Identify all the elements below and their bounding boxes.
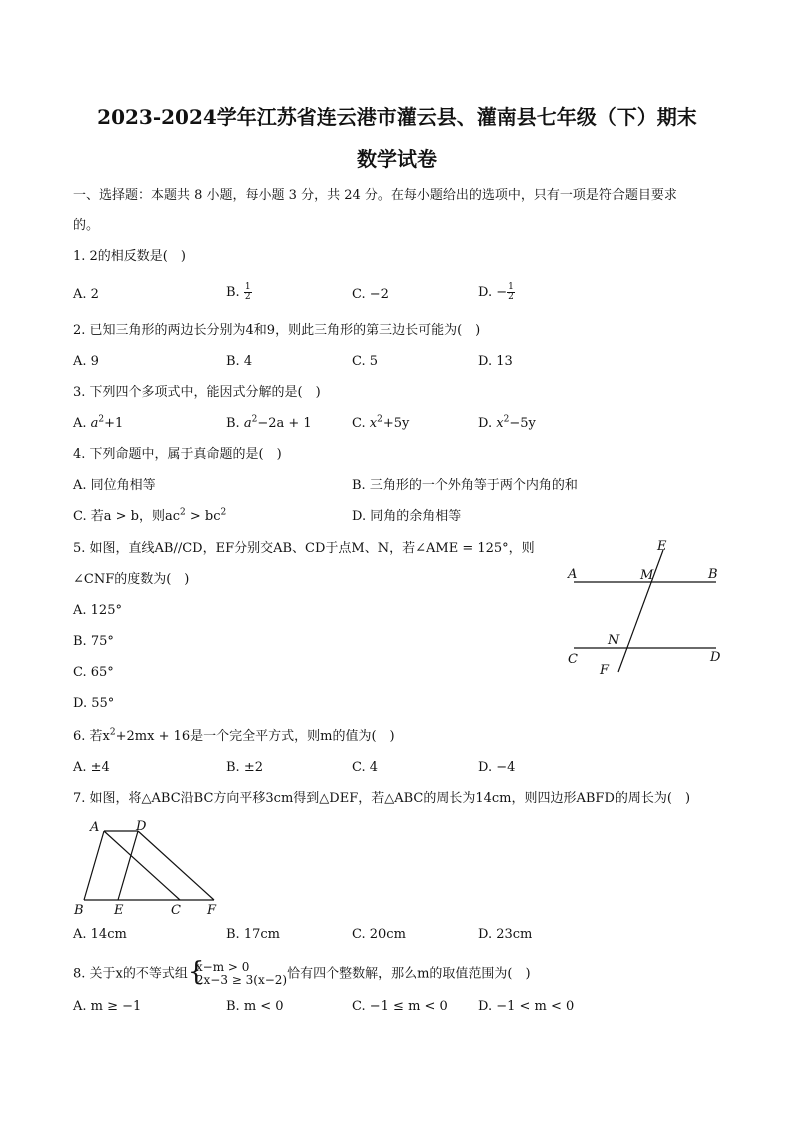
q3-b-rest: −2a + 1 <box>257 416 312 431</box>
q1-option-b-denominator: 2 <box>244 292 251 302</box>
q3-a-exp: 2 <box>98 414 105 425</box>
q4-stem: 4. 下列命题中，属于真命题的是( ) <box>73 447 282 462</box>
label-b: B <box>708 567 718 582</box>
segment-de <box>118 831 138 900</box>
q4-option-c <box>73 508 226 526</box>
q6-option-c: C. 4 <box>352 760 379 775</box>
q8-sys-line1: x−m > 0 <box>195 960 250 974</box>
q7-option-d: D. 23cm <box>478 927 533 942</box>
q3-b-base: a <box>243 416 252 431</box>
label-c: C <box>171 903 181 918</box>
q6-option-b: B. ±2 <box>226 760 263 775</box>
q3-c-exp: 2 <box>377 414 383 425</box>
q1-option-d-fraction <box>507 283 515 302</box>
label-a: A <box>568 567 578 582</box>
label-b: B <box>74 903 84 918</box>
exam-title-line2: 数学试卷 <box>357 147 437 171</box>
label-d: D <box>710 650 721 665</box>
q3-d-rest: −5y <box>509 416 536 431</box>
segment-ac <box>104 831 180 900</box>
q4-c-exp2: 2 <box>220 507 227 518</box>
q1-option-c: C. −2 <box>352 287 389 302</box>
q7-option-b: B. 17cm <box>226 927 280 942</box>
q8-sys-line2: 2x−3 ≥ 3(x−2) <box>195 973 288 987</box>
brace-icon: { <box>187 957 205 987</box>
label-d: D <box>136 819 147 834</box>
q1-option-b-numerator: 1 <box>244 282 251 292</box>
q1-option-d <box>478 283 515 302</box>
q8-stem-prefix: 8. 关于x的不等式组 <box>73 966 188 982</box>
label-m: M <box>640 568 654 583</box>
q1-option-b <box>226 283 252 302</box>
q3-a-base: a <box>90 416 99 431</box>
q7-stem: 7. 如图，将△ABC沿BC方向平移3cm得到△DEF，若△ABC的周长为14cm，则四边形ABFD的周长为( ) <box>73 791 691 806</box>
q4-option-d: D. 同角的余角相等 <box>352 509 462 524</box>
q4-option-a: A. 同位角相等 <box>73 478 156 493</box>
q8-option-c: C. −1 ≤ m < 0 <box>352 999 448 1014</box>
q3-c-prefix: C. <box>352 416 370 431</box>
q8-option-a: A. m ≥ −1 <box>73 999 142 1014</box>
q4-c-exp1: 2 <box>180 507 186 518</box>
q3-option-d <box>478 415 536 433</box>
q8-inequality-system <box>187 957 288 987</box>
label-f: F <box>600 663 610 678</box>
label-n: N <box>608 633 620 648</box>
q7-translation-figure <box>70 814 230 919</box>
q6-stem-exp: 2 <box>109 727 116 738</box>
q5-stem-line1: 5. 如图，直线AB//CD，EF分别交AB、CD于点M、N，若∠AME = 125°，则 <box>73 541 535 556</box>
q3-b-exp: 2 <box>251 414 258 425</box>
q1-option-a: A. 2 <box>73 287 99 302</box>
q5-option-a: A. 125° <box>73 603 122 618</box>
q7-option-c: C. 20cm <box>352 927 406 942</box>
label-e: E <box>657 539 667 554</box>
q2-option-b: B. 4 <box>226 354 253 369</box>
q3-c-base: x <box>369 416 378 431</box>
label-c: C <box>568 652 578 667</box>
q7-option-a: A. 14cm <box>73 927 127 942</box>
q3-option-c <box>352 415 409 433</box>
q3-d-prefix: D. <box>478 416 497 431</box>
q6-option-a: A. ±4 <box>73 760 110 775</box>
q5-option-b: B. 75° <box>73 634 114 649</box>
q6-stem-rest: +2mx + 16是一个完全平方式，则m的值为( ) <box>115 729 395 744</box>
q1-option-d-prefix: D. − <box>478 285 508 300</box>
q1-option-b-fraction <box>244 283 252 302</box>
segment-ab <box>84 831 104 900</box>
q1-option-d-denominator: 2 <box>508 292 514 302</box>
q2-option-d: D. 13 <box>478 354 513 369</box>
label-e: E <box>114 903 124 918</box>
segment-df <box>138 831 214 900</box>
q2-option-a: A. 9 <box>73 354 99 369</box>
q3-b-prefix: B. <box>226 416 244 431</box>
q6-option-d: D. −4 <box>478 760 516 775</box>
q4-c-mid: > bc <box>185 509 221 524</box>
q3-c-rest: +5y <box>382 416 410 431</box>
q6-stem <box>73 728 395 746</box>
q8-stem <box>73 957 531 987</box>
q3-a-rest: +1 <box>104 416 124 431</box>
q3-option-b <box>226 415 312 433</box>
q2-option-c: C. 5 <box>352 354 379 369</box>
label-f: F <box>207 903 217 918</box>
q5-option-c: C. 65° <box>73 665 114 680</box>
section-heading-line1: 一、选择题：本题共 8 小题，每小题 3 分，共 24 分。在每小题给出的选项中，只有一项是符合题目要求 <box>73 188 677 203</box>
q1-option-d-numerator: 1 <box>508 282 514 292</box>
q3-a-prefix: A. <box>73 416 91 431</box>
q5-parallel-lines-figure <box>560 536 730 681</box>
q8-stem-rest: 恰有四个整数解，那么m的取值范围为( ) <box>287 966 531 982</box>
q4-c-prefix: C. 若a > b，则ac <box>73 509 181 524</box>
q3-d-base: x <box>496 416 504 431</box>
section-heading-line2: 的。 <box>73 218 100 233</box>
q5-option-d: D. 55° <box>73 696 115 711</box>
q1-stem: 1. 2的相反数是( ) <box>73 249 186 264</box>
q8-option-b: B. m < 0 <box>226 999 284 1014</box>
q2-stem: 2. 已知三角形的两边长分别为4和9，则此三角形的第三边长可能为( ) <box>73 323 481 338</box>
q5-stem-line2: ∠CNF的度数为( ) <box>73 572 190 587</box>
q4-option-b: B. 三角形的一个外角等于两个内角的和 <box>352 478 578 493</box>
q3-option-a <box>73 415 123 433</box>
q1-option-b-prefix: B. <box>226 285 244 300</box>
q8-option-d: D. −1 < m < 0 <box>478 999 575 1014</box>
q3-stem: 3. 下列四个多项式中，能因式分解的是( ) <box>73 385 321 400</box>
q6-stem-prefix: 6. 若x <box>73 729 110 744</box>
exam-title-line1: 2023-2024学年江苏省连云港市灌云县、灌南县七年级（下）期末 <box>97 105 697 129</box>
q3-d-exp: 2 <box>503 414 510 425</box>
label-a: A <box>90 820 100 835</box>
